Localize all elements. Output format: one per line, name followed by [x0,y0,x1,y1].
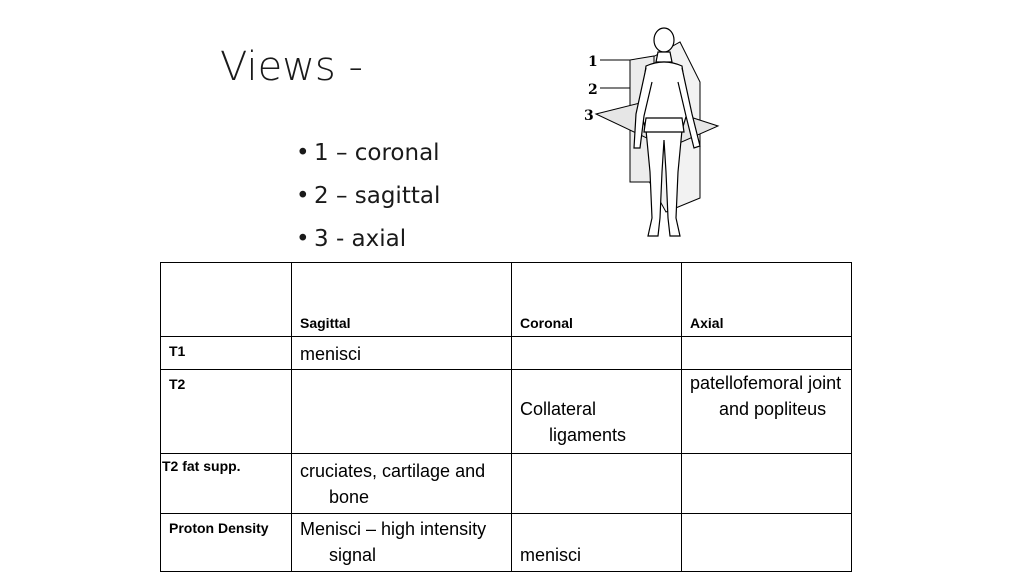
table-row [161,370,852,454]
row-label-t1: T1 [161,337,292,370]
row-label-t2-fat-supp: T2 fat supp. [161,454,292,514]
cell-t2fs-sagittal: cruciates, cartilage and bone [292,454,512,514]
anatomical-planes-figure [582,22,722,250]
plane-label-3: 3 [584,108,594,124]
row-label-proton-density: Proton Density [161,514,292,572]
bullet-axial: • 3 - axial [296,226,407,252]
plane-label-2: 2 [588,82,598,98]
cell-t2-coronal: Collateral ligaments [512,370,682,454]
row-label-t2: T2 [161,370,292,454]
header-cell-empty [161,263,292,337]
table-row [161,454,852,514]
bullet-coronal: • 1 – coronal [296,140,440,166]
table-header-row [161,263,852,337]
view-list [296,136,440,265]
cell-t2fs-coronal [512,454,682,514]
plane-label-1: 1 [588,54,598,70]
cell-t1-axial [682,337,852,370]
cell-t2fs-axial [682,454,852,514]
table-row [161,337,852,370]
cell-pd-coronal: menisci [512,514,682,572]
cell-t2-sagittal [292,370,512,454]
slide-title: Views - [220,44,363,90]
header-axial: Axial [682,263,852,337]
mri-views-table [160,262,852,572]
cell-t2-axial: patellofemoral joint and popliteus [682,370,852,454]
cell-t1-sagittal: menisci [292,337,512,370]
header-coronal: Coronal [512,263,682,337]
table-row [161,514,852,572]
cell-pd-sagittal: Menisci – high intensity signal [292,514,512,572]
cell-t1-coronal [512,337,682,370]
header-sagittal: Sagittal [292,263,512,337]
cell-pd-axial [682,514,852,572]
bullet-sagittal: • 2 – sagittal [296,183,441,209]
